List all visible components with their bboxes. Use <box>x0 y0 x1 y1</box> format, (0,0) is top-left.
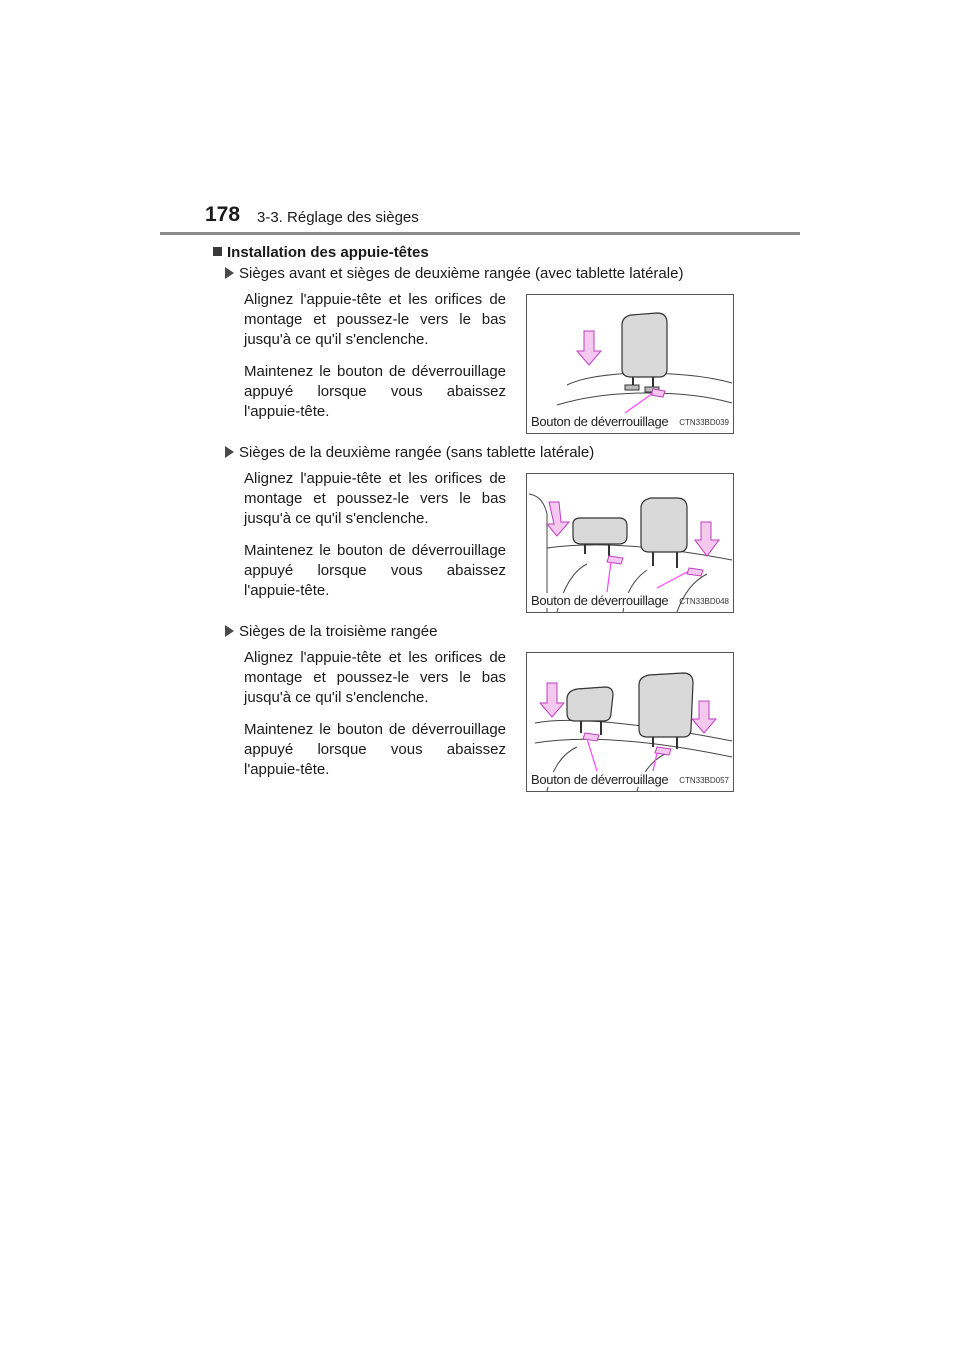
heading-text: Installation des appuie-têtes <box>227 244 429 261</box>
paragraph: Maintenez le bouton de déverrouillage appuyé lorsque vous abaissez l'appuie-tête. <box>244 721 506 778</box>
paragraph: Alignez l'appuie-tête et les orifices de montage et poussez-le vers le bas jusqu'à ce qu'il s'enclenche. <box>244 470 506 527</box>
subheading-text: Sièges avant et sièges de deuxième rangée (avec tablette latérale) <box>239 265 684 282</box>
subheading-2 <box>225 444 594 461</box>
figure-label: Bouton de déverrouillage <box>531 772 669 787</box>
section-title: 3-3. Réglage des sièges <box>257 209 419 226</box>
subheading-1 <box>225 265 683 282</box>
triangle-bullet-icon <box>225 625 234 637</box>
paragraph: Alignez l'appuie-tête et les orifices de montage et poussez-le vers le bas jusqu'à ce qu'il s'enclenche. <box>244 649 506 706</box>
paragraph: Maintenez le bouton de déverrouillage appuyé lorsque vous abaissez l'appuie-tête. <box>244 542 506 599</box>
triangle-bullet-icon <box>225 446 234 458</box>
figure-2 <box>526 473 734 613</box>
subheading-text: Sièges de la troisième rangée <box>239 623 438 640</box>
paragraph: Alignez l'appuie-tête et les orifices de montage et poussez-le vers le bas jusqu'à ce qu'il s'enclenche. <box>244 291 506 348</box>
figure-label: Bouton de déverrouillage <box>531 414 669 429</box>
page-number: 178 <box>205 203 241 226</box>
instructions-1 <box>244 290 506 434</box>
heading <box>213 244 429 261</box>
triangle-bullet-icon <box>225 267 234 279</box>
figure-1 <box>526 294 734 434</box>
second-row-headrest-illustration <box>527 474 733 612</box>
paragraph: Maintenez le bouton de déverrouillage appuyé lorsque vous abaissez l'appuie-tête. <box>244 363 506 420</box>
subheading-3 <box>225 623 437 640</box>
square-bullet-icon <box>213 247 222 256</box>
figure-code: CTN33BD057 <box>679 776 729 785</box>
header-rule <box>160 232 800 235</box>
instructions-3 <box>244 648 506 792</box>
figure-code: CTN33BD039 <box>679 418 729 427</box>
instructions-2 <box>244 469 506 613</box>
front-headrest-illustration <box>527 295 733 433</box>
figure-code: CTN33BD048 <box>679 597 729 606</box>
figure-label: Bouton de déverrouillage <box>531 593 669 608</box>
figure-3 <box>526 652 734 792</box>
subheading-text: Sièges de la deuxième rangée (sans tablette latérale) <box>239 444 595 461</box>
third-row-headrest-illustration <box>527 653 733 791</box>
